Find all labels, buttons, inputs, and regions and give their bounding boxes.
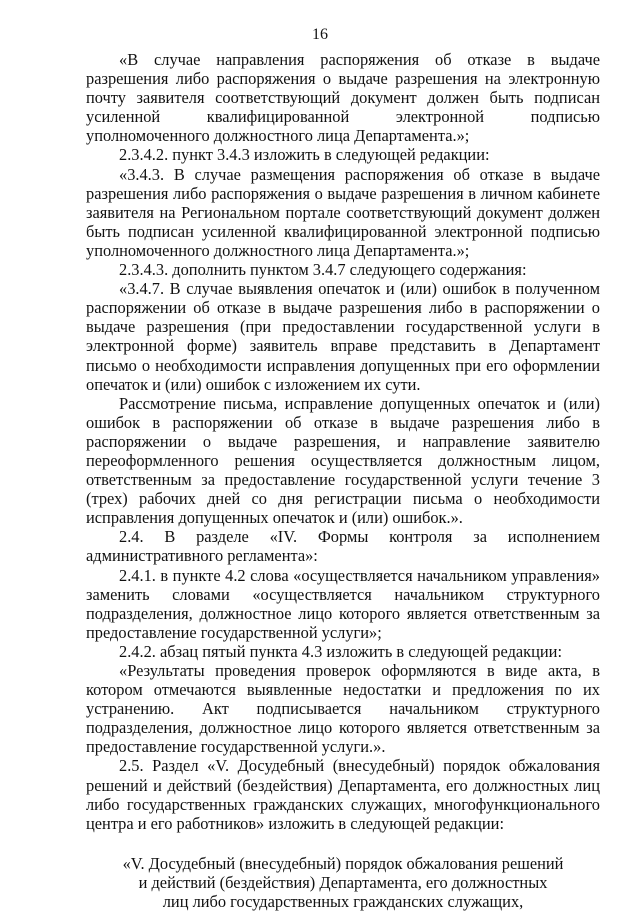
- document-body: [86, 50, 600, 911]
- paragraph: 2.3.4.2. пункт 3.4.3 изложить в следующей редакции:: [119, 145, 490, 165]
- paragraph: 2.4.1. в пункте 4.2 слова «осуществляется начальником управления» заменить словами «осуществляется начальником структурного подразделения, должностное лицо которого является ответственным за предоставление государственной услуги»;: [86, 565, 600, 642]
- page-number: 16: [312, 26, 328, 43]
- paragraph: 2.3.4.3. дополнить пунктом 3.4.7 следующего содержания:: [119, 260, 527, 280]
- paragraph: «Результаты проведения проверок оформляются в виде акта, в котором отмечаются выявленные недостатки и предложения по их устранению. Акт подписывается начальником структурного подразделения, должностное лицо которого является ответственным за предоставление государственной услуги.».: [86, 661, 600, 757]
- section-heading-line: и действий (бездействия) Департамента, его должностных: [138, 872, 548, 892]
- paragraph: «В случае направления распоряжения об отказе в выдаче разрешения либо распоряжения о выдаче разрешения на электронную почту заявителя соответствующий документ должен быть подписан усиленной квалифицированной электронной подписью уполномоченного должностного лица Департамента.»;: [86, 50, 600, 146]
- section-heading-line: лиц либо государственных гражданских служащих,: [162, 892, 524, 911]
- paragraph: 2.4. В разделе «IV. Формы контроля за исполнением административного регламента»:: [86, 527, 600, 566]
- paragraph: Рассмотрение письма, исправление допущенных опечаток и (или) ошибок в распоряжении об отказе в выдаче разрешения либо в распоряжении о выдаче разрешения, и направление заявителю переоформленного решения осуществляется должностным лицом, ответственным за предоставление государственной услуги течение 3 (трех) рабочих дней со дня регистрации письма о необходимости исправления допущенных опечаток и (или) ошибок.».: [86, 393, 600, 528]
- paragraph: 2.5. Раздел «V. Досудебный (внесудебный) порядок обжалования решений и действий (бездействия) Департамента, его должностных лиц либо государственных гражданских служащих, многофункционального центра и его работников» изложить в следующей редакции:: [86, 756, 600, 833]
- paragraph: «3.4.3. В случае размещения распоряжения об отказе в выдаче разрешения либо распоряжения о выдаче разрешения в личном кабинете заявителя на Региональном портале соответствующий документ должен быть подписан усиленной квалифицированной электронной подписью уполномоченного должностного лица Департамента.»;: [86, 164, 600, 260]
- section-heading: [86, 854, 600, 911]
- paragraph: «3.4.7. В случае выявления опечаток и (или) ошибок в полученном распоряжении об отказе в выдаче разрешения либо в распоряжении о выдаче разрешения (при предоставлении государственной услуги в электронной форме) заявитель вправе представить в Департамент письмо о необходимости исправления допущенных при его оформлении опечаток и (или) ошибок с изложением их сути.: [86, 279, 600, 394]
- section-heading-line: «V. Досудебный (внесудебный) порядок обжалования решений: [122, 853, 564, 873]
- paragraph: 2.4.2. абзац пятый пункта 4.3 изложить в следующей редакции:: [119, 641, 563, 661]
